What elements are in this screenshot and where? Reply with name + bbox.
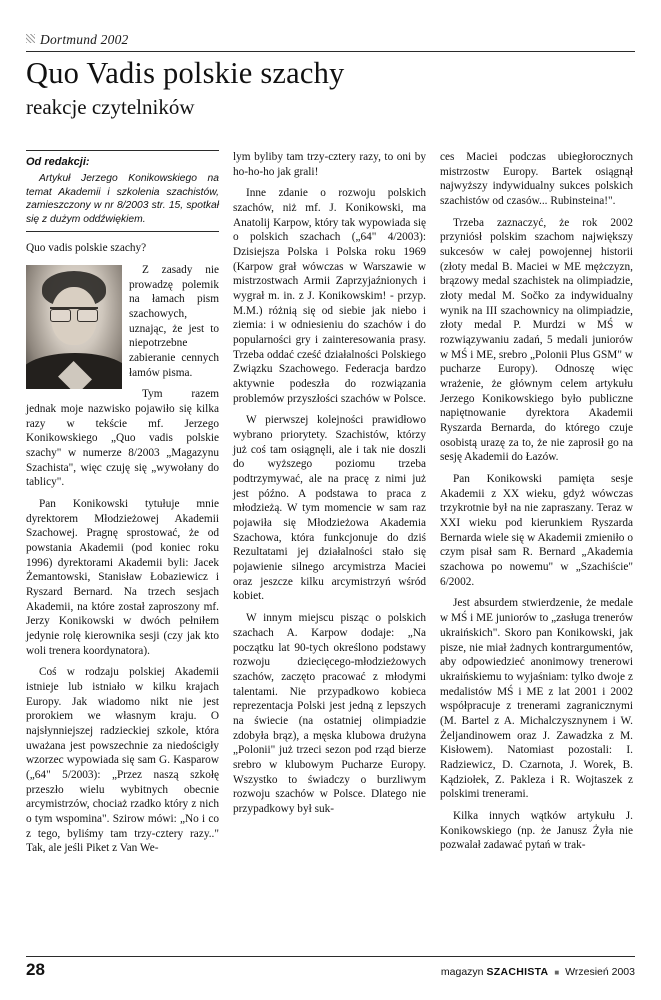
paragraph: lym byliby tam trzy-cztery razy, to oni by ho-ho-ho jak grali! [233, 151, 426, 178]
page-number: 28 [26, 960, 45, 979]
lead-question: Quo vadis polskie szachy? [26, 242, 147, 255]
paragraph: W pierwszej kolejności prawidłowo wybrano priorytety. Szachistów, którzy już coś tam osiągnęli, ale i tak nie doszli do wyższego poziomu trzeba podtrzymywać, ale na pracę z nimi już jest późno. A podstawa to praca z młodzieżą. W tym momencie w sam raz pojawiła się Młodzieżowa Akademia Szachowa, która funkcjonuje do dziś Rezultatami jej działalności stało się pojawienie silnego arcymistrza Maciei oraz jeszcze kilku arcymistrzyń wśród kobiet. [233, 414, 426, 603]
paragraph: Pan Konikowski tytułuje mnie dyrektorem Młodzieżowej Akademii Szachowej. Pragnę sprostować, że od powstania Akademii (pod koniec roku 1996) dyrektorami Akademii byli: Jacek Żemantowski, Stanisław Łobaziewicz i Ryszard Bernard. Na trzech sesjach Akademii, na które został zaproszony mf. Jerzy Konikowski w dwóch pełniłem jedynie rolę kierownika sesji (czy jak kto woli trenera koordynatora). [26, 497, 219, 657]
page-kicker [40, 32, 635, 48]
decorative-mark-icon [26, 34, 35, 43]
paragraph: Coś w rodzaju polskiej Akademii istnieje lub istniało w kilku krajach Europy. Jak wiadomo nikt nie jest prorokiem we własnym kraju. O najsłynniejszej radzieckiej szkole, która uważana jest powszechnie za niedościgły wzorzec wypowiada się sam G. Kasparow („64" 5/2003): „Przez naszą szkołę przeszło wielu wybitnych obecnie arcymistrzów, chociaż rzadko który z nich o tym wspomina". Szirow mówi: „No i co z tego, byliśmy tam trzy-cztery razy.." Tak, ale jeśli Piket z Van We- [26, 666, 219, 855]
footer-masthead [441, 966, 635, 978]
paragraph: Pan Konikowski pamięta sesje Akademii z XX wieku, gdyż wówczas trzykrotnie był na nie zapraszany. Teraz w XXI wieku pod kierunkiem Ryszarda Bernarda wiele się w Akademii zmieniło o czym pisał sam R. Bernard „Akademia szachowa po nowemu" w „Szachiście" 6/2002. [440, 473, 633, 588]
paragraph: Z zasady nie prowadzę polemik na łamach pism szachowych, uznając, że jest to niepotrzebne zabieranie cennych łamów pisma. [129, 263, 219, 379]
glasses-icon [50, 307, 98, 321]
page-subtitle: reakcje czytelników [26, 94, 195, 119]
paragraph: Tym razem jednak moje nazwisko pojawiło się kilka razy w tekście mf. Jerzego Konikowskiego „Quo vadis polskie szachy" w numerze 8/2003 „Magazynu Szachista", więc czuję się „wywołany do tablicy". [26, 388, 219, 489]
author-photo [26, 265, 122, 389]
paragraph: ces Maciei podczas ubiegłorocznych mistrzostw Europy. Bartek osiągnął najwyższy indywidualny sukces polskich szachistów od czasów... Rubinsteina!". [440, 151, 633, 208]
column-2 [233, 150, 426, 950]
header-divider [26, 51, 635, 52]
article-columns [26, 150, 635, 950]
editorial-note [26, 150, 219, 232]
issue-date: Wrzesień 2003 [565, 966, 635, 978]
editorial-heading: Od redakcji: [26, 156, 90, 168]
footer-divider [26, 956, 635, 957]
editorial-divider-top [26, 150, 219, 151]
kicker-text: Dortmund 2002 [40, 32, 129, 47]
magazine-title: SZACHISTA [486, 966, 549, 978]
page-footer [26, 956, 635, 986]
paragraph: W innym miejscu pisząc o polskich szachach A. Karpow dodaje: „Na początku lat 90-tych określono podstawy rozwoju dziecięcego-młodzieżowych szachów, zaczęto pracować z młodymi talentami. Nie przypadkowo kobieca reprezentacja Polski jest jedną z lepszych na świecie (na ostatniej olimpiadzie zdobyła brąz), a męska klubowa drużyna „Polonii" już trzeci sezon pod rząd bierze srebro w klubowym Pucharze Europy. Wszystko to świadczy o burzliwym rozwoju szachów w Polsce. Dlatego nie przypadkowy był suk- [233, 612, 426, 815]
magazine-prefix: magazyn [440, 966, 484, 978]
footer-separator-icon: ■ [554, 967, 560, 977]
editorial-divider-bottom [26, 231, 219, 232]
paragraph: Inne zdanie o rozwoju polskich szachów, niż mf. J. Konikowski, ma Anatolij Karpow, który tak wypowiada się o polskich szachach („64" 4/2003): Dzisiejsza Polska i Polska roku 1969 (Karpow grał wówczas w Warszawie w mistrzostwach Armii Zaprzyjaźnionych i wygrał m. in. z J. Konikowskim! - przyp. M.M.) różnią się od siebie jak niebo i ziemia: i w odniesieniu do szachów i do popularności gry i zainteresowania prasy. Trzeba oddać cześć działalności Polskiego Związku Szachowego. Federacja bardzo aktywnie podeszła do rozwiązania problemów przyszłości szachów w Polsce. [233, 187, 426, 405]
title-block [26, 58, 404, 119]
column-1 [26, 150, 219, 950]
editorial-text: Artykuł Jerzego Konikowskiego na temat Akademii i szkolenia szachistów, zamieszczony w nr 8/2003 str. 15, spotkał się z dużym oddźwiękiem. [26, 173, 219, 225]
column-3 [440, 150, 633, 950]
paragraph: Trzeba zaznaczyć, że rok 2002 przyniósł polskim szachom największy sukcesów w całej powojennej historii (złoty medal B. Maciei w ME mężczyzn, brązowy medal szachistek na olimpiadzie, złoty medal M. Sočko za indywidualny wynik na III szachownicy na olimpiadzie, złoty medal P. Murdzi w MŚ w rozwiązywaniu zadań, 5 medali juniorów w MŚ i ME, srebro „Polonii Plus GSM" w pucharze Europy). Odnoszę więc wrażenie, że głównym celem artykułu Jerzego Konikowskiego było publiczne napiętnowanie dyrektora Akademii Ryszarda Bernarda, do którego czuje osobistą urazę za to, że nie zaprosił go na sesję Akademii do Łazów. [440, 216, 633, 464]
page-title: Quo Vadis polskie szachy [26, 56, 345, 90]
paragraph: Kilka innych wątków artykułu J. Konikowskiego (np. że Janusz Żyła nie pozwalał zadawać pytań w trak- [440, 809, 633, 852]
paragraph: Jest absurdem stwierdzenie, że medale w MŚ i ME juniorów to „zasługa trenerów ukraińskich". Skoro pan Konikowski, jak pisze, nie miał żadnych kontrargumentów, aby odpowiedzieć anonimowy trenerowi ukraińskiemu to wyjaśniam: tylko dwoje z medalistów MŚ i ME z lat 2001 i 2002 współpracuje z trenerami zagranicznymi (M. Bartel z A. Michalczysznynem i W. Żeljandinowem oraz J. Zawadzka z M. Kisłowem). Natomiast pozostali: I. Radziewicz, D. Czarnota, J. Worek, B. Kądziołek, Z. Pakleza i R. Wojtaszek z polskimi trenerami. [440, 597, 633, 801]
